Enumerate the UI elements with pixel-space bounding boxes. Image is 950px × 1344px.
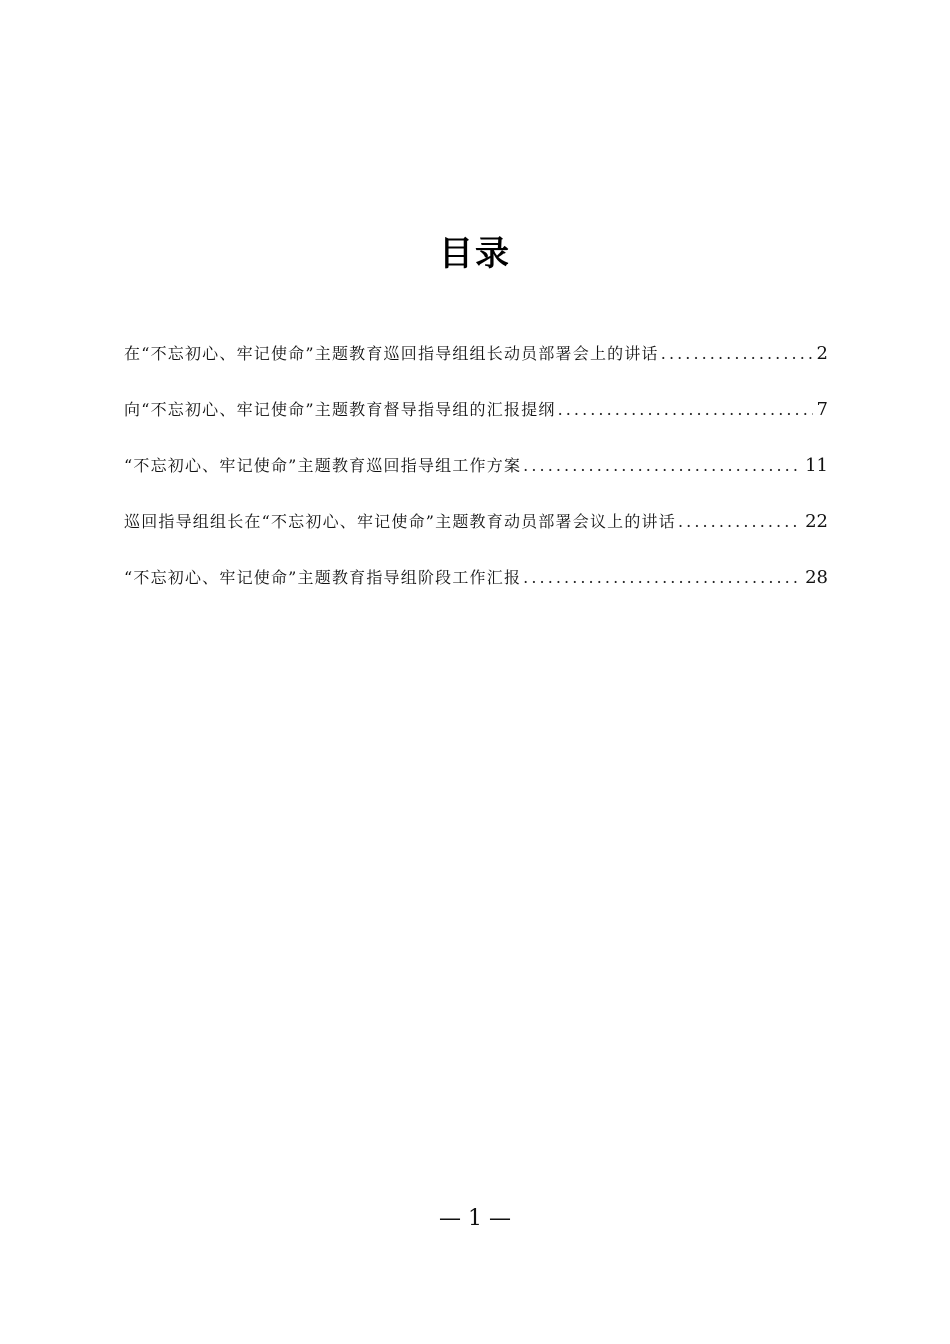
toc-entry[interactable] bbox=[124, 396, 828, 452]
toc-entry-text: “不忘初心、牢记使命”主题教育巡回指导组工作方案 bbox=[124, 456, 522, 475]
dot-leader bbox=[523, 452, 801, 480]
dot-leader bbox=[678, 508, 801, 536]
toc-entry-page: 28 bbox=[805, 567, 828, 588]
dot-leader bbox=[558, 396, 813, 424]
toc-entry[interactable] bbox=[124, 508, 828, 564]
toc-entry-page: 22 bbox=[805, 511, 828, 532]
table-of-contents bbox=[124, 340, 828, 620]
toc-entry-page: 11 bbox=[805, 455, 828, 476]
toc-entry[interactable] bbox=[124, 340, 828, 396]
page-number-footer: — 1 — bbox=[439, 1206, 511, 1231]
toc-entry-text: 向“不忘初心、牢记使命”主题教育督导指导组的汇报提纲 bbox=[124, 400, 556, 419]
toc-entry-text: “不忘初心、牢记使命”主题教育指导组阶段工作汇报 bbox=[124, 568, 522, 587]
toc-entry-page: 7 bbox=[816, 399, 828, 420]
dot-leader bbox=[661, 340, 813, 368]
page-title: 目录 bbox=[439, 234, 511, 274]
toc-entry[interactable] bbox=[124, 452, 828, 508]
toc-entry[interactable] bbox=[124, 564, 828, 620]
toc-entry-text: 巡回指导组组长在“不忘初心、牢记使命”主题教育动员部署会议上的讲话 bbox=[124, 512, 676, 531]
toc-entry-page: 2 bbox=[816, 343, 828, 364]
dot-leader bbox=[523, 564, 801, 592]
toc-entry-text: 在“不忘初心、牢记使命”主题教育巡回指导组组长动员部署会上的讲话 bbox=[124, 344, 659, 363]
